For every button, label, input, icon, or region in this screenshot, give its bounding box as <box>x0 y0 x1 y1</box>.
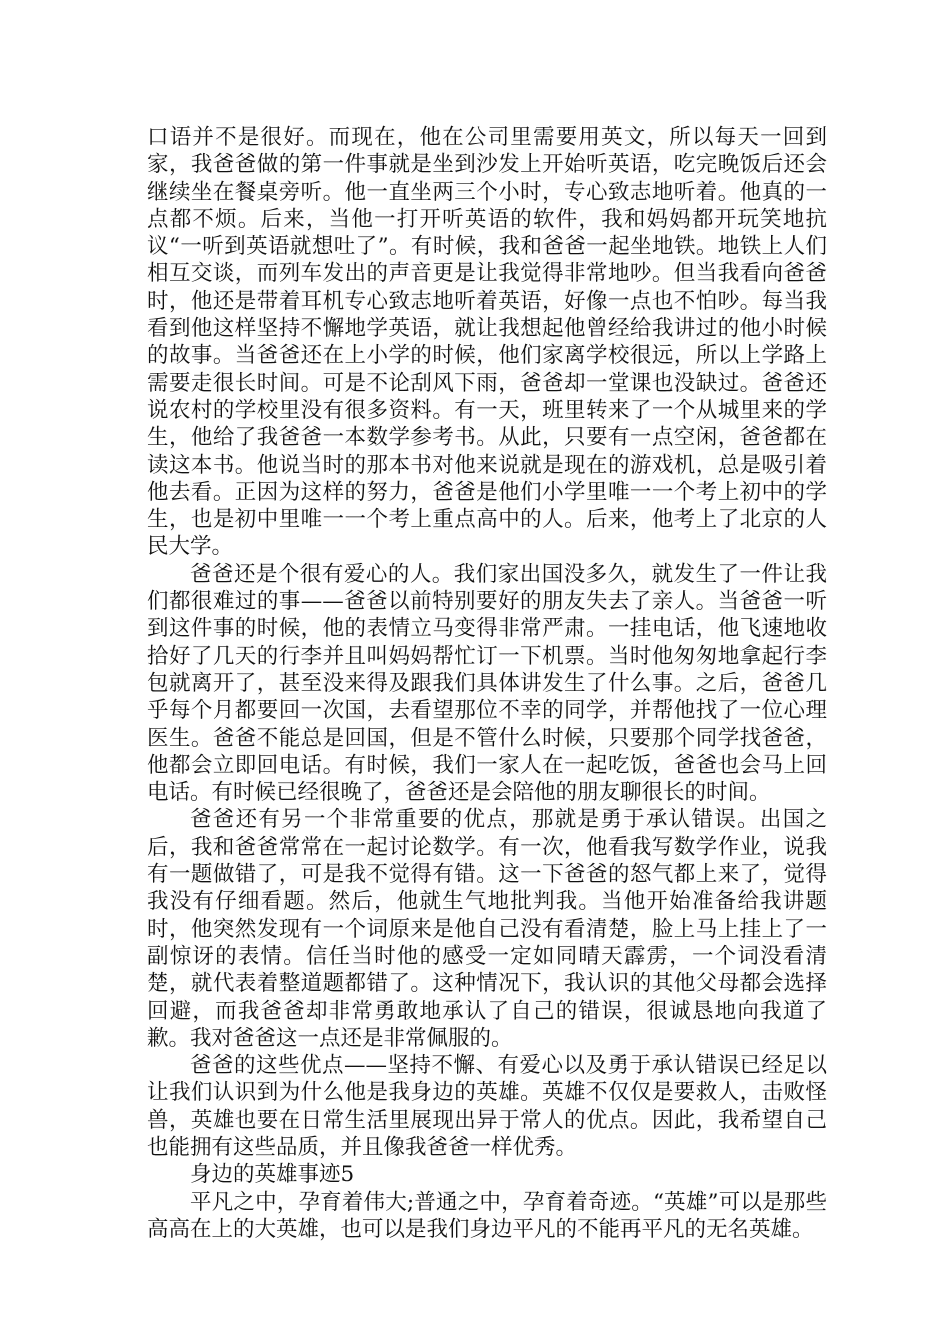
paragraph-kindness: 爸爸还是个很有爱心的人。我们家出国没多久，就发生了一件让我们都很难过的事——爸爸以前特别要好的朋友失去了亲人。当爸爸一听到这件事的时候，他的表情立马变得非常严肃。一挂电话，他飞速地收拾好了几天的行李并且叫妈妈帮忙订一下机票。当时他匆匆地拿起行李包就离开了，甚至没来得及跟我们具体讲发生了什么事。之后，爸爸几乎每个月都要回一次国，去看望那位不幸的同学，并帮他找了一位心理医生。爸爸不能总是回国，但是不管什么时候，只要那个同学找爸爸，他都会立即回电话。有时候，我们一家人在一起吃饭，爸爸也会马上回电话。有时候已经很晚了，爸爸还是会陪他的朋友聊很长的时间。 <box>147 561 827 806</box>
paragraph-continuation: 口语并不是很好。而现在，他在公司里需要用英文，所以每天一回到家，我爸爸做的第一件事就是坐到沙发上开始听英语，吃完晚饭后还会继续坐在餐桌旁听。他一直坐两三个小时，专心致志地听着。他真的一点都不烦。后来，当他一打开听英语的软件，我和妈妈都开玩笑地抗议“一听到英语就想吐了”。有时候，我和爸爸一起坐地铁。地铁上人们相互交谈，而列车发出的声音更是让我觉得非常地吵。但当我看向爸爸时，他还是带着耳机专心致志地听着英语，好像一点也不怕吵。每当我看到他这样坚持不懈地学英语，就让我想起他曾经给我讲过的他小时候的故事。当爸爸还在上小学的时候，他们家离学校很远，所以上学路上需要走很长时间。可是不论刮风下雨，爸爸却一堂课也没缺过。爸爸还说农村的学校里没有很多资料。有一天，班里转来了一个从城里来的学生，他给了我爸爸一本数学参考书。从此，只要有一点空闲，爸爸都在读这本书。他说当时的那本书对他来说就是现在的游戏机，总是吸引着他去看。正因为这样的努力，爸爸是他们小学里唯一一个考上初中的学生，也是初中里唯一一个考上重点高中的人。后来，他考上了北京的人民大学。 <box>147 125 827 560</box>
section-heading: 身边的英雄事迹5 <box>190 1162 355 1188</box>
paragraph-conclusion: 爸爸的这些优点——坚持不懈、有爱心以及勇于承认错误已经足以让我们认识到为什么他是我身边的英雄。英雄不仅仅是要救人，击败怪兽，英雄也要在日常生活里展现出异于常人的优点。因此，我希望自己也能拥有这些品质，并且像我爸爸一样优秀。 <box>147 1053 827 1160</box>
paragraph-intro-section-5: 平凡之中，孕育着伟大;普通之中，孕育着奇迹。“英雄”可以是那些高高在上的大英雄，也可以是我们身边平凡的不能再平凡的无名英雄。 <box>147 1189 827 1242</box>
document-page <box>147 124 827 1243</box>
paragraph-admit-mistakes: 爸爸还有另一个非常重要的优点，那就是勇于承认错误。出国之后，我和爸爸常常在一起讨论数学。有一次，他看我写数学作业，说我有一题做错了，可是我不觉得有错。这一下爸爸的怒气都上来了，觉得我没有仔细看题。然后，他就生气地批判我。当他开始准备给我讲题时，他突然发现有一个词原来是他自己没有看清楚，脸上马上挂上了一副惊讶的表情。信任当时他的感受一定如同晴天霹雳，一个词没看清楚，就代表着整道题都错了。这种情况下，我认识的其他父母都会选择回避，而我爸爸却非常勇敢地承认了自己的错误，很诚恳地向我道了歉。我对爸爸这一点还是非常佩服的。 <box>147 807 827 1051</box>
